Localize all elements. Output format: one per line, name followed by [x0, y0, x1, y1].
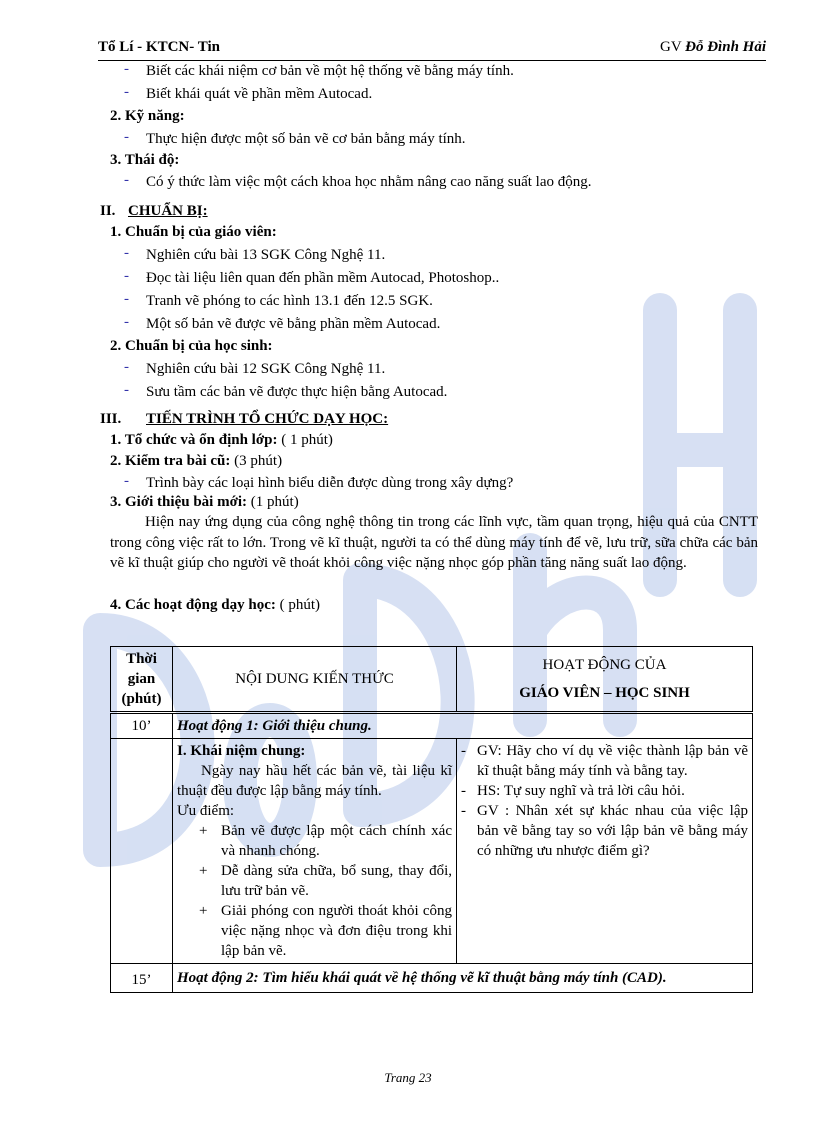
- section-title: CHUẨN BỊ:: [128, 203, 208, 219]
- step-activities: [110, 595, 320, 615]
- page-header: [98, 38, 766, 61]
- activity-item: [461, 801, 748, 861]
- step-review-note: (3 phút): [230, 453, 283, 469]
- plus-icon: +: [199, 823, 208, 839]
- plus-icon: +: [199, 863, 208, 879]
- teacher-prep-item: Đọc tài liệu liên quan đến phần mềm Autocad, Photoshop..: [146, 270, 500, 286]
- attitude-item: Có ý thức làm việc một cách khoa học nhằm nâng cao năng suất lao động.: [146, 174, 592, 190]
- header-teacher-name: Đỗ Đình Hải: [685, 39, 766, 55]
- knowledge-item: Biết các khái niệm cơ bản về một hệ thống vẽ bằng máy tính.: [146, 63, 514, 79]
- table-row: [111, 964, 753, 993]
- advantages-label: Ưu điểm:: [177, 803, 235, 819]
- table-row: [111, 739, 753, 964]
- dash-icon: -: [461, 803, 466, 819]
- advantage-text: Bản vẽ được lập một cách chính xác và nhanh chóng.: [221, 823, 452, 859]
- skills-item: Thực hiện được một số bản vẽ cơ bản bằng máy tính.: [146, 131, 466, 147]
- bullet-dash: -: [124, 291, 129, 307]
- col-activity-header: [457, 647, 753, 713]
- advantage-text: Giải phóng con người thoát khỏi công việc nặng nhọc và đơn điệu trong khi lập bản vẽ.: [221, 903, 452, 959]
- knowledge-item: Biết khái quát về phần mềm Autocad.: [146, 86, 373, 102]
- bullet-dash: -: [124, 268, 129, 284]
- col-time-header: Thời gian (phút): [111, 647, 173, 713]
- activity-item: [461, 741, 748, 781]
- activity-text: GV: Hãy cho ví dụ về việc thành lập bản vẽ kĩ thuật bằng máy tính và bằng tay.: [477, 743, 748, 779]
- activity2-title: Hoạt động 2: Tìm hiểu khái quát về hệ thống vẽ kĩ thuật bằng máy tính (CAD).: [173, 964, 753, 993]
- col-activity-header-line1: HOẠT ĐỘNG CỦA: [542, 657, 667, 673]
- dash-icon: -: [461, 743, 466, 759]
- bullet-dash: -: [124, 473, 129, 489]
- step-organize: [110, 430, 333, 450]
- activity2-time: 15’: [111, 964, 173, 993]
- step-activities-title: 4. Các hoạt động dạy học:: [110, 597, 276, 613]
- activity1-time: 10’: [111, 713, 173, 739]
- activity1-content: [173, 739, 457, 964]
- bullet-dash: -: [124, 61, 129, 77]
- activity-text: GV : Nhân xét sự khác nhau của việc lập bản vẽ bằng tay so với lập bản vẽ bằng máy có những ưu nhược điểm gì?: [477, 803, 748, 859]
- review-question: Trình bày các loại hình biểu diễn được dùng trong xây dựng?: [146, 475, 514, 491]
- advantage-text: Dễ dàng sửa chữa, bổ sung, thay đổi, lưu trữ bản vẽ.: [221, 863, 452, 899]
- header-teacher-prefix: GV: [659, 39, 686, 55]
- header-teacher: [660, 39, 766, 56]
- bullet-dash: -: [124, 245, 129, 261]
- section-roman: II.: [100, 203, 116, 219]
- advantage-item: [199, 861, 452, 901]
- step-organize-note: ( 1 phút): [277, 432, 333, 448]
- page-number: Trang 23: [384, 1070, 432, 1085]
- dash-icon: -: [461, 783, 466, 799]
- content-intro: Ngày nay hầu hết các bản vẽ, tài liệu kĩ thuật đều được lập bằng máy tính.: [177, 763, 452, 799]
- attitude-heading: 3. Thái độ:: [110, 152, 180, 168]
- activity1-teacher-student: [457, 739, 753, 964]
- activity-text: HS: Tự suy nghĩ và trả lời câu hỏi.: [477, 783, 685, 799]
- advantage-item: [199, 821, 452, 861]
- bullet-dash: -: [124, 172, 129, 188]
- col-activity-header-line2: GIÁO VIÊN – HỌC SINH: [519, 685, 690, 701]
- step-activities-note: ( phút): [275, 597, 321, 613]
- intro-paragraph: Hiện nay ứng dụng của công nghệ thông tin trong các lĩnh vực, tầm quan trọng, hiệu quả của CNTT trong công việc rất to lớn. Trong vẽ kĩ thuật, người ta có thể dùng máy tính để vẽ, lưu trữ, sữa chữa các bản vẽ kĩ thuật giúp cho người vẽ thoát khỏi công việc nặng nhọc góp phần tăng năng suất lao động.: [110, 514, 758, 571]
- lesson-plan-table: [110, 646, 753, 993]
- skills-heading: 2. Kỹ năng:: [110, 108, 185, 124]
- step-intro: [110, 492, 299, 512]
- teacher-prep-heading: 1. Chuẩn bị của giáo viên:: [110, 224, 277, 240]
- bullet-dash: -: [124, 84, 129, 100]
- step-review-title: 2. Kiểm tra bài cũ:: [110, 453, 231, 469]
- col-content-header: NỘI DUNG KIẾN THỨC: [173, 647, 457, 713]
- student-prep-heading: 2. Chuẩn bị của học sinh:: [110, 338, 273, 354]
- student-prep-item: Sưu tầm các bản vẽ được thực hiện bằng Autocad.: [146, 384, 448, 400]
- teacher-prep-item: Tranh vẽ phóng to các hình 13.1 đến 12.5 SGK.: [146, 293, 433, 309]
- bullet-dash: -: [124, 359, 129, 375]
- activity-item: [461, 781, 748, 801]
- teacher-prep-item: Nghiên cứu bài 13 SGK Công Nghệ 11.: [146, 247, 386, 263]
- step-intro-title: 3. Giới thiệu bài mới:: [110, 494, 248, 510]
- student-prep-item: Nghiên cứu bài 12 SGK Công Nghệ 11.: [146, 361, 386, 377]
- advantage-item: [199, 901, 452, 961]
- plus-icon: +: [199, 903, 208, 919]
- section-roman: III.: [100, 411, 122, 427]
- header-department: Tổ Lí - KTCN- Tin: [98, 39, 220, 55]
- content-heading: I. Khái niệm chung:: [177, 743, 306, 759]
- table-header-row: [111, 647, 753, 713]
- bullet-dash: -: [124, 382, 129, 398]
- empty-time-cell: [111, 739, 173, 964]
- bullet-dash: -: [124, 129, 129, 145]
- activity1-title: Hoạt động 1: Giới thiệu chung.: [173, 713, 753, 739]
- step-intro-note: (1 phút): [247, 494, 299, 510]
- step-review: [110, 451, 282, 471]
- bullet-dash: -: [124, 314, 129, 330]
- section-title: TIẾN TRÌNH TỔ CHỨC DẠY HỌC:: [146, 411, 389, 427]
- step-organize-title: 1. Tổ chức và ổn định lớp:: [110, 432, 278, 448]
- table-row: [111, 713, 753, 739]
- teacher-prep-item: Một số bản vẽ được vẽ bằng phần mềm Autocad.: [146, 316, 441, 332]
